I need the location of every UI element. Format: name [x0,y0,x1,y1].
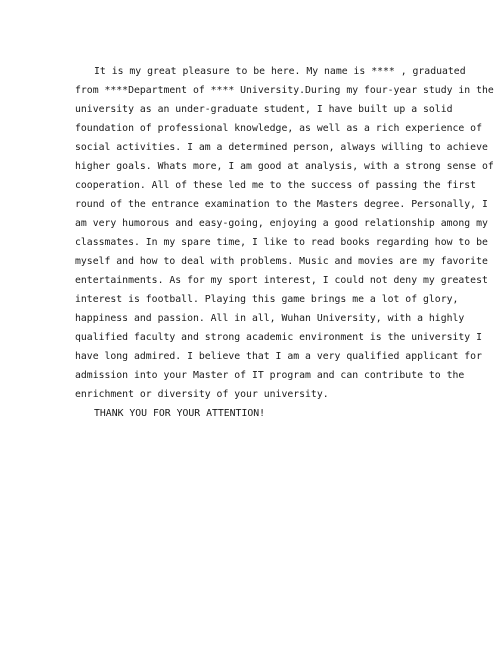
closing-line: THANK YOU FOR YOUR ATTENTION! [94,408,266,419]
paragraph-line: It is my great pleasure to be here. My name is **** , graduated [94,66,466,77]
body-paragraph [75,62,494,423]
paragraph-line: myself and how to deal with problems. Music and movies are my favorite [75,256,488,267]
paragraph-line: enrichment or diversity of your university. [75,389,329,400]
paragraph-line: have long admired. I believe that I am a very qualified applicant for [75,351,482,362]
paragraph-line: foundation of professional knowledge, as well as a rich experience of [75,123,482,134]
paragraph-line: cooperation. All of these led me to the success of passing the first [75,180,477,191]
paragraph-line: admission into your Master of IT program and can contribute to the [75,370,465,381]
paragraph-line: happiness and passion. All in all, Wuhan University, with a highly [75,313,465,324]
paragraph-line: qualified faculty and strong academic environment is the university I [75,332,482,343]
paragraph-line: am very humorous and easy-going, enjoying a good relationship among my [75,218,488,229]
paragraph-line: university as an under-graduate student, I have built up a solid [75,104,453,115]
paragraph-line: round of the entrance examination to the Masters degree. Personally, I [75,199,488,210]
paragraph-line: from ****Department of **** University.During my four-year study in the [75,85,494,96]
paragraph-line: interest is football. Playing this game brings me a lot of glory, [75,294,459,305]
paragraph-line: classmates. In my spare time, I like to read books regarding how to be [75,237,488,248]
paragraph-line: entertainments. As for my sport interest, I could not deny my greatest [75,275,488,286]
paragraph-line: higher goals. Whats more, I am good at analysis, with a strong sense of [75,161,494,172]
paragraph-line: social activities. I am a determined person, always willing to achieve [75,142,488,153]
